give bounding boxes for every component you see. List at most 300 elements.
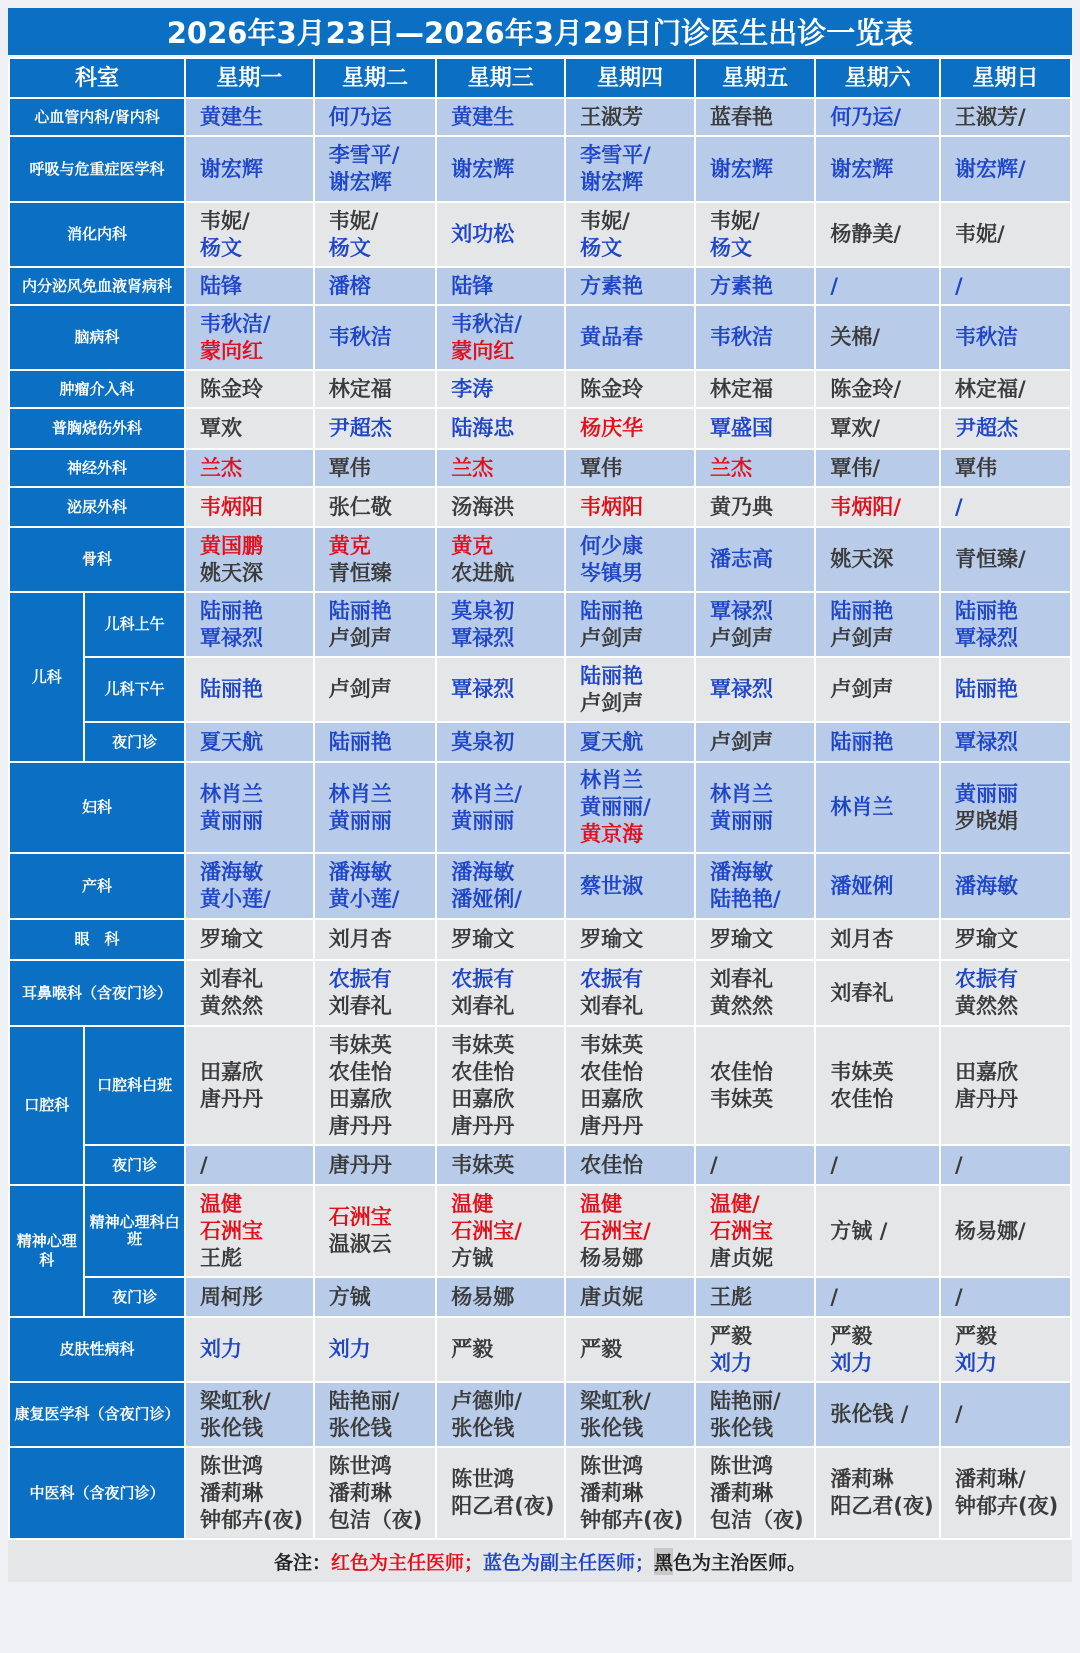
doctor-name: 王彪	[709, 1284, 752, 1309]
table-row	[9, 1382, 1071, 1447]
doctor-name: 夏天航	[580, 729, 644, 754]
doctor-name: 石洲宝/	[580, 1218, 651, 1243]
schedule-cell	[314, 722, 437, 762]
doctor-name: 林肖兰	[709, 781, 773, 806]
doctor-name: 黄丽丽	[199, 808, 263, 833]
schedule-cell	[565, 1317, 695, 1382]
doctor-name: 夏天航	[199, 729, 263, 754]
schedule-cell	[436, 136, 565, 202]
legend-black-mark: 黑	[654, 1548, 673, 1575]
schedule-cell	[565, 136, 695, 202]
doctor-name: 覃伟	[328, 455, 371, 480]
table-row	[9, 98, 1071, 136]
doctor-name: 包洁（夜)	[709, 1507, 804, 1532]
doctor-name: 覃盛国	[709, 416, 773, 440]
sub-dept-label: 夜门诊	[84, 1145, 185, 1185]
doctor-name: 陆丽艳	[955, 598, 1019, 623]
sub-dept-label: 儿科下午	[84, 657, 185, 722]
schedule-cell	[436, 1145, 565, 1185]
table-row	[9, 853, 1071, 919]
doctor-name: 林定福/	[955, 376, 1026, 401]
schedule-cell	[314, 449, 437, 487]
schedule-cell	[815, 267, 940, 305]
schedule-cell	[314, 1277, 437, 1317]
doctor-name: 陆丽艳	[580, 598, 644, 623]
schedule-cell	[940, 657, 1071, 722]
doctor-name: 罗瑜文	[955, 927, 1019, 951]
doctor-name: 尹超杰	[955, 416, 1019, 440]
dept-label: 眼 科	[9, 919, 185, 960]
header-day: 星期六	[815, 58, 940, 98]
doctor-name: 罗瑜文	[451, 927, 515, 951]
doctor-name: 卢剑声	[328, 625, 392, 650]
dept-label: 康复医学科（含夜门诊）	[9, 1382, 185, 1447]
doctor-name: 莫泉初	[451, 729, 515, 754]
sub-dept-label: 口腔科白班	[84, 1026, 185, 1145]
schedule-cell	[565, 960, 695, 1026]
doctor-name: 刘力	[328, 1337, 371, 1361]
doctor-name: 韦秋洁	[955, 325, 1019, 349]
schedule-cell	[314, 1317, 437, 1382]
schedule-cell	[815, 487, 940, 527]
schedule-cell	[815, 762, 940, 853]
doctor-name: 刘春礼	[451, 994, 515, 1018]
doctor-name: 韦秋洁/	[199, 311, 271, 336]
doctor-name: 卢剑声	[709, 729, 773, 754]
doctor-name: 韦妮/	[709, 208, 760, 233]
schedule-cell	[940, 1382, 1071, 1447]
sub-dept-label: 儿科上午	[84, 592, 185, 657]
doctor-name: 田嘉欣	[451, 1086, 515, 1111]
doctor-name: 刘春礼	[199, 967, 263, 991]
doctor-name: 陈金玲	[580, 376, 644, 401]
schedule-cell	[695, 1145, 815, 1185]
schedule-cell	[940, 919, 1071, 960]
schedule-cell	[940, 267, 1071, 305]
doctor-name: 陆丽艳	[199, 598, 263, 623]
doctor-name: 唐贞妮	[580, 1284, 644, 1309]
doctor-name: 刘春礼	[830, 980, 894, 1005]
schedule-cell	[314, 202, 437, 267]
schedule-cell	[314, 267, 437, 305]
schedule-cell	[695, 1317, 815, 1382]
schedule-cell	[565, 527, 695, 592]
doctor-name: 农振有	[451, 967, 515, 991]
schedule-cell	[695, 267, 815, 305]
doctor-name: 青恒臻/	[955, 547, 1026, 571]
doctor-name: 蔡世淑	[580, 873, 644, 898]
doctor-name: 唐丹丹	[955, 1086, 1019, 1111]
schedule-cell	[436, 960, 565, 1026]
dept-label: 消化内科	[9, 202, 185, 267]
doctor-name: 陆丽艳	[199, 677, 263, 701]
doctor-name: 谢宏辉	[709, 156, 773, 181]
schedule-cell	[565, 657, 695, 722]
doctor-name: 潘莉琳	[199, 1480, 263, 1505]
doctor-name: 韦炳阳/	[830, 494, 902, 519]
doctor-name: 韦秋洁	[328, 325, 392, 349]
doctor-name: 兰杰	[199, 455, 242, 480]
schedule-cell	[314, 136, 437, 202]
schedule-cell	[940, 1447, 1071, 1539]
doctor-name: 姚天深	[199, 560, 263, 585]
doctor-name: 严毅	[451, 1337, 494, 1361]
schedule-cell	[314, 408, 437, 449]
table-row	[9, 408, 1071, 449]
dept-label: 妇科	[9, 762, 185, 853]
table-row	[9, 960, 1071, 1026]
doctor-name: 张伦钱	[709, 1415, 773, 1440]
doctor-name: 阳乙君(夜)	[451, 1494, 555, 1518]
table-row	[9, 657, 1071, 722]
schedule-cell	[436, 98, 565, 136]
table-row	[9, 487, 1071, 527]
doctor-name: 陆丽艳	[955, 677, 1019, 701]
doctor-name: 黄品春	[580, 325, 644, 349]
doctor-name: 田嘉欣	[328, 1086, 392, 1111]
doctor-name: 林定福	[709, 376, 773, 401]
dept-label: 精神心理科	[9, 1185, 84, 1317]
schedule-cell	[185, 267, 314, 305]
doctor-name: 梁虹秋/	[580, 1388, 651, 1413]
table-row	[9, 919, 1071, 960]
schedule-cell	[565, 267, 695, 305]
doctor-name: 韦炳阳	[580, 494, 644, 519]
doctor-name: 韦妹英	[580, 1032, 644, 1057]
doctor-name: 罗瑜文	[199, 927, 263, 951]
schedule-cell	[436, 370, 565, 408]
schedule-cell	[436, 1026, 565, 1145]
doctor-name: 杨文	[199, 235, 242, 260]
legend-black: 色为主治医师。	[673, 1551, 807, 1574]
doctor-name: 农佳怡	[451, 1059, 515, 1084]
schedule-cell	[436, 449, 565, 487]
doctor-name: 温健	[580, 1191, 623, 1216]
doctor-name: 林肖兰	[199, 781, 263, 806]
schedule-cell	[565, 1277, 695, 1317]
schedule-cell	[436, 408, 565, 449]
schedule-cell	[314, 853, 437, 919]
doctor-name: 刘力	[955, 1350, 998, 1375]
schedule-cell	[695, 722, 815, 762]
doctor-name: 潘娅俐/	[451, 887, 522, 911]
doctor-name: 韦妹英	[328, 1032, 392, 1057]
schedule-cell	[436, 1185, 565, 1277]
schedule-cell	[940, 408, 1071, 449]
schedule-cell	[314, 960, 437, 1026]
table-row	[9, 527, 1071, 592]
schedule-cell	[436, 853, 565, 919]
schedule-cell	[940, 1317, 1071, 1382]
doctor-name: 陈世鸿	[199, 1453, 263, 1478]
doctor-name: 钟郁卉(夜)	[955, 1494, 1059, 1518]
doctor-name: 黄然然	[955, 994, 1019, 1018]
dept-label: 中医科（含夜门诊）	[9, 1447, 185, 1539]
schedule-cell	[815, 592, 940, 657]
doctor-name: 唐丹丹	[199, 1086, 263, 1111]
doctor-name: 覃伟	[580, 455, 623, 480]
schedule-cell	[815, 449, 940, 487]
doctor-name: 卢剑声	[580, 690, 644, 715]
schedule-cell	[565, 722, 695, 762]
schedule-cell	[185, 1382, 314, 1447]
sub-dept-label: 夜门诊	[84, 1277, 185, 1317]
table-row	[9, 305, 1071, 370]
schedule-cell	[436, 592, 565, 657]
schedule-cell	[565, 762, 695, 853]
schedule-cell	[185, 762, 314, 853]
schedule-cell	[314, 1026, 437, 1145]
dept-label: 儿科	[9, 592, 84, 762]
dept-label: 产科	[9, 853, 185, 919]
doctor-name: 覃禄烈	[955, 625, 1019, 650]
table-row	[9, 267, 1071, 305]
dept-label: 普胸烧伤外科	[9, 408, 185, 449]
doctor-name: 覃禄烈	[199, 625, 263, 650]
doctor-name: 卢剑声	[328, 677, 392, 701]
doctor-name: 刘功松	[451, 222, 515, 246]
table-row	[9, 1185, 1071, 1277]
doctor-name: 田嘉欣	[955, 1059, 1019, 1084]
schedule-cell	[940, 722, 1071, 762]
doctor-name: 方素艳	[580, 273, 644, 298]
schedule-cell	[695, 1277, 815, 1317]
schedule-cell	[940, 1145, 1071, 1185]
doctor-name: 卢剑声	[709, 625, 773, 650]
doctor-name: 谢宏辉	[451, 156, 515, 181]
header-day: 星期二	[314, 58, 437, 98]
schedule-cell	[815, 1185, 940, 1277]
schedule-cell	[565, 1026, 695, 1145]
schedule-cell	[185, 487, 314, 527]
schedule-cell	[695, 527, 815, 592]
doctor-name: 杨易娜/	[955, 1218, 1026, 1243]
schedule-cell	[565, 408, 695, 449]
schedule-cell	[695, 370, 815, 408]
schedule-cell	[314, 98, 437, 136]
doctor-name: 林肖兰	[830, 795, 894, 819]
doctor-name: 方铖 /	[830, 1218, 888, 1243]
dept-label: 口腔科	[9, 1026, 84, 1185]
schedule-cell	[565, 1145, 695, 1185]
doctor-name: 韦炳阳	[199, 494, 263, 519]
doctor-name: 谢宏辉	[328, 170, 392, 194]
table-row	[9, 762, 1071, 853]
doctor-name: 农佳怡	[580, 1059, 644, 1084]
doctor-name: 刘春礼	[580, 994, 644, 1018]
legend-label: 备注：	[273, 1551, 331, 1574]
schedule-cell	[695, 1026, 815, 1145]
schedule-cell	[815, 136, 940, 202]
table-row	[9, 449, 1071, 487]
doctor-name: /	[955, 1284, 963, 1309]
schedule-cell	[940, 762, 1071, 853]
doctor-name: 温健/	[709, 1191, 760, 1216]
schedule-cell	[314, 527, 437, 592]
doctor-name: /	[830, 1152, 839, 1177]
doctor-name: 王彪	[199, 1245, 242, 1270]
doctor-name: 杨易娜	[451, 1284, 515, 1309]
doctor-name: 唐丹丹	[451, 1113, 515, 1138]
doctor-name: /	[955, 273, 963, 298]
sub-dept-label: 夜门诊	[84, 722, 185, 762]
doctor-name: 杨静美/	[830, 222, 902, 246]
doctor-name: 尹超杰	[328, 416, 392, 440]
doctor-name: 严毅	[709, 1323, 752, 1348]
doctor-name: 陈世鸿	[451, 1467, 515, 1491]
schedule-cell	[185, 98, 314, 136]
doctor-name: 陈世鸿	[709, 1453, 773, 1478]
schedule-cell	[185, 919, 314, 960]
table-row	[9, 1026, 1071, 1145]
doctor-name: 陈世鸿	[580, 1453, 644, 1478]
table-row	[9, 202, 1071, 267]
doctor-name: 覃欢/	[830, 416, 881, 440]
schedule-cell	[185, 1026, 314, 1145]
dept-label: 心血管内科/肾内科	[9, 98, 185, 136]
doctor-name: 唐丹丹	[328, 1113, 392, 1138]
schedule-cell	[940, 449, 1071, 487]
doctor-name: 田嘉欣	[199, 1059, 263, 1084]
doctor-name: 黄小莲/	[328, 887, 400, 911]
schedule-cell	[695, 1447, 815, 1539]
schedule-cell	[436, 202, 565, 267]
doctor-name: 黄克	[328, 533, 371, 558]
schedule-cell	[314, 487, 437, 527]
doctor-name: 黄然然	[709, 994, 773, 1018]
header-day: 星期日	[940, 58, 1071, 98]
doctor-name: 汤海洪	[451, 494, 515, 519]
schedule-cell	[565, 853, 695, 919]
schedule-cell	[185, 202, 314, 267]
doctor-name: 覃禄烈	[955, 729, 1019, 754]
schedule-cell	[314, 1447, 437, 1539]
table-row	[9, 592, 1071, 657]
schedule-cell	[940, 1185, 1071, 1277]
doctor-name: 张伦钱	[199, 1415, 263, 1440]
dept-label: 骨科	[9, 527, 185, 592]
schedule-cell	[185, 1145, 314, 1185]
doctor-name: 杨易娜	[580, 1245, 644, 1270]
schedule-cell	[695, 1185, 815, 1277]
schedule-cell	[815, 960, 940, 1026]
doctor-name: 韦妮/	[580, 208, 630, 233]
schedule-cell	[695, 136, 815, 202]
doctor-name: 陆艳艳/	[709, 887, 781, 911]
doctor-name: 刘春礼	[328, 994, 392, 1018]
doctor-name: 王淑芳/	[955, 104, 1026, 129]
schedule-cell	[436, 527, 565, 592]
doctor-name: 张伦钱	[580, 1415, 644, 1440]
doctor-name: /	[955, 1152, 963, 1177]
doctor-name: 潘莉琳	[328, 1480, 392, 1505]
doctor-name: 刘月杏	[328, 927, 392, 951]
page-title: 2026年3月23日—2026年3月29日门诊医生出诊一览表	[8, 8, 1072, 55]
dept-label: 神经外科	[9, 449, 185, 487]
schedule-cell	[185, 136, 314, 202]
legend-blue: 蓝色为副主任医师；	[482, 1551, 654, 1574]
doctor-name: 温淑云	[328, 1232, 392, 1256]
schedule-cell	[185, 853, 314, 919]
dept-label: 耳鼻喉科（含夜门诊）	[9, 960, 185, 1026]
schedule-cell	[314, 762, 437, 853]
schedule-cell	[565, 919, 695, 960]
doctor-name: 陆丽艳	[830, 598, 894, 623]
schedule-cell	[815, 1447, 940, 1539]
doctor-name: 唐丹丹	[580, 1113, 644, 1138]
doctor-name: 蓝春艳	[709, 104, 773, 129]
schedule-cell	[314, 657, 437, 722]
schedule-cell	[940, 136, 1071, 202]
schedule-cell	[436, 762, 565, 853]
doctor-name: 韦妮/	[199, 208, 250, 233]
schedule-cell	[940, 305, 1071, 370]
doctor-name: 陈金玲	[199, 376, 263, 401]
schedule-cell	[185, 1277, 314, 1317]
doctor-name: 蒙向红	[451, 338, 515, 363]
doctor-name: 黄丽丽	[451, 808, 515, 833]
schedule-cell	[815, 408, 940, 449]
schedule-cell	[436, 722, 565, 762]
doctor-name: 兰杰	[709, 455, 752, 480]
doctor-name: 何少康	[580, 533, 644, 558]
doctor-name: 潘莉琳	[830, 1467, 894, 1491]
schedule-cell	[565, 487, 695, 527]
doctor-name: 陆丽艳	[328, 598, 392, 623]
doctor-name: 蒙向红	[199, 338, 263, 363]
doctor-name: 谢宏辉	[830, 156, 894, 181]
doctor-name: 罗晓娟	[955, 808, 1019, 833]
schedule-cell	[436, 1382, 565, 1447]
schedule-cell	[436, 919, 565, 960]
doctor-name: /	[199, 1152, 208, 1177]
doctor-name: 张仁敬	[328, 494, 392, 519]
doctor-name: 罗瑜文	[709, 927, 773, 951]
schedule-table	[8, 57, 1072, 1540]
schedule-cell	[185, 1317, 314, 1382]
doctor-name: 卢剑声	[830, 625, 894, 650]
doctor-name: 黄克	[451, 533, 494, 558]
doctor-name: 罗瑜文	[580, 927, 644, 951]
doctor-name: 田嘉欣	[580, 1086, 644, 1111]
schedule-cell	[436, 1317, 565, 1382]
schedule-cell	[695, 202, 815, 267]
schedule-cell	[565, 370, 695, 408]
schedule-cell	[565, 98, 695, 136]
schedule-cell	[940, 1277, 1071, 1317]
table-row	[9, 136, 1071, 202]
doctor-name: 林肖兰/	[451, 781, 522, 806]
doctor-name: /	[830, 1284, 839, 1309]
schedule-cell	[815, 305, 940, 370]
doctor-name: 韦秋洁/	[451, 311, 522, 336]
doctor-name: 潘海敏	[451, 860, 515, 884]
schedule-cell	[314, 370, 437, 408]
doctor-name: 何乃运/	[830, 104, 902, 129]
doctor-name: 韦妹英	[451, 1032, 515, 1057]
doctor-name: 韦妮/	[955, 222, 1005, 246]
doctor-name: 刘力	[830, 1350, 873, 1375]
doctor-name: 农振有	[580, 967, 644, 991]
doctor-name: 韦妹英	[451, 1152, 515, 1177]
doctor-name: 杨文	[709, 235, 752, 260]
doctor-name: 农佳怡	[709, 1059, 773, 1084]
schedule-cell	[185, 722, 314, 762]
schedule-cell	[695, 960, 815, 1026]
doctor-name: 潘海敏	[955, 873, 1019, 898]
doctor-name: 黄乃典	[709, 494, 773, 519]
doctor-name: 唐贞妮	[709, 1245, 773, 1270]
